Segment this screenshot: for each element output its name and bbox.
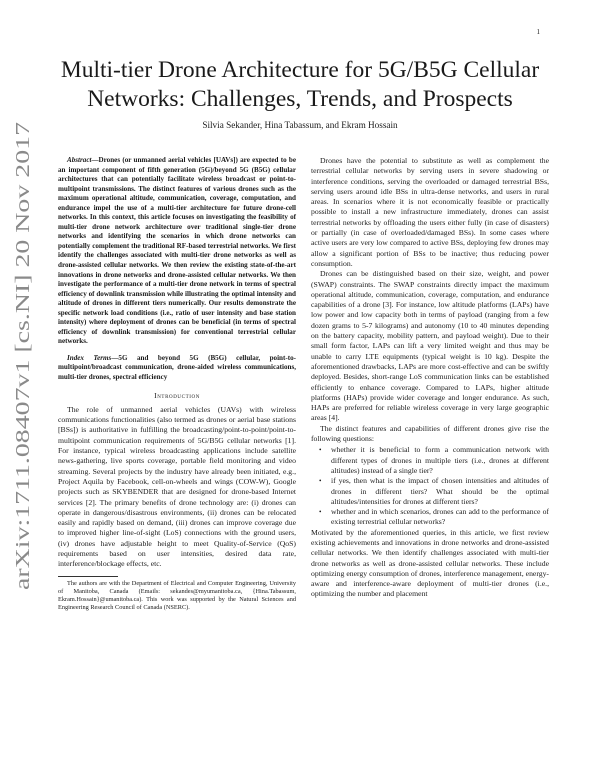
abstract-text: —Drones (or unmanned aerial vehicles [UAVs]) are expected to be an important component of fifth generation (5G)/beyond 5G (B5G) cellular architectures that can potentially facilitate wireless broadcast or point-to-multipoint transmissions. The distinct features of various drones such as the maximum operational altitude, communication, coverage, computation, and endurance impel the use of a multi-tier architecture for future drone-cell networks. In this context, this article focuses on investigating the feasibility of multi-tier drone network architecture over traditional single-tier drone networks and identifying the scenarios in which drone networks can potentially complement the traditional RF-based terrestrial networks. We first identify the challenges associated with multi-tier drone networks as well as drone-assisted cellular networks. We then review the existing state-of-the-art innovations in drone networks and drone-assisted cellular networks. We then investigate the performance of a multi-tier drone network in terms of spectral efficiency of downlink transmission while illustrating the optimal intensity and altitude of drones in different tiers numerically. Our results demonstrate the specific network load conditions (i.e., ratio of user intensity and base station intensity) where deployment of drones can be beneficial (in terms of spectral efficiency of downlink transmission) for conventional terrestrial cellular networks. bbox=[58, 156, 296, 346]
author-footnote: The authors are with the Department of Electrical and Computer Engineering, University of Manitoba, Canada (Emails: sekandes@myumanitoba.ca, {Hina.Tabassum, Ekram.Hossain}@umanitoba.ca). This work was supported by the Natural Sciences and Engineering Research Council of Canada (NSERC). bbox=[58, 579, 296, 612]
body-paragraph-4: Motivated by the aforementioned queries, in this article, we first review existing achievements and innovations in drone networks and drone-assisted cellular networks. We then identify challenges associated with multi-tier drone networks as well as drone-assisted cellular networks. These include optimizing energy consumption of drones, interference management, energy-aware and interference-aware deployment of multi-tier drones (i.e., optimizing the number and placement bbox=[311, 527, 549, 599]
abstract bbox=[58, 156, 296, 347]
question-item: • whether and in which scenarios, drones can add to the performance of existing terrestrial cellular networks? bbox=[319, 507, 549, 527]
question-item: • whether it is beneficial to form a communication network with different types of drones in multiple tiers (i.e., drones at different altitudes) instead of a single tier? bbox=[319, 445, 549, 475]
index-terms-lead: Index Terms bbox=[67, 353, 112, 362]
arxiv-stamp bbox=[8, 120, 36, 590]
paper-title: Multi-tier Drone Architecture for 5G/B5G Cellular Networks: Challenges, Trends, and Prospects bbox=[60, 57, 540, 112]
bullet-icon: • bbox=[319, 508, 322, 517]
section-heading-introduction: Introduction bbox=[154, 390, 200, 400]
bullet-icon: • bbox=[319, 446, 322, 455]
footnote-rule bbox=[58, 576, 118, 577]
bullet-icon: • bbox=[319, 477, 322, 486]
question-item: • if yes, then what is the impact of chosen intensities and altitudes of drones in different tiers? What should be the optimal altitudes/intensities for drones at different tiers? bbox=[319, 476, 549, 506]
left-column bbox=[58, 156, 296, 612]
intro-paragraph: The role of unmanned aerial vehicles (UAVs) with wireless communications functionalities (also termed as drones or aerial base stations [BSs]) is authoritative in fulfilling the broadcasting/point-to-point/point-to-multipoint communication requirements of 5G/B5G cellular networks [1]. For instance, typical wireless broadcasting applications include satellite news-gathering, live sports coverage, portable field monitoring and video streaming. Several projects by the industry have already been initiated, e.g., Project Aquila by Facebook, cell-on-wheels and wings (COW-W), Google projects such as SKYBENDER that are designed for drone-based Internet services [2]. The primary benefits of drone technology are: (i) drones can operate in dangerous/disastrous environments, (ii) drones can be relocated easily and rapidly based on demand, (iii) drones can improve coverage due to improved higher line-of-sight (LoS) connections with the ground users, (iv) drones have adjustable height to meet Quality-of-Service (QoS) requirements based on user intensities, desired data rate, interference/blockage effects, etc. bbox=[58, 404, 296, 569]
body-paragraph-2: Drones can be distinguished based on their size, weight, and power (SWAP) constraints. The SWAP constraints directly impact the maximum operational altitude, communication, coverage, computation, and endurance capabilities of a drone [3]. For instance, low altitude platforms (LAPs) have low power and low capacity both in terms of payload (ranging from a few dozen grams to 5-7 kilograms) and autonomy (10 to 40 minutes depending on the battery capacity, mobility pattern, and payload weight). Due to their small form factor, LAPs can lift a very limited weight and thus may be unable to carry LTE equipments (typical weight is 10 kg). Despite the aforementioned drawbacks, LAPs are more cost-effective and can be swiftly deployed. Besides, short-range LoS communication links can be established efficiently to enhance coverage. Compared to LAPs, higher altitude platforms (HAPs) provide wider coverage and longer endurance. As such, HAPs are preferred for reliable wireless coverage in very large geographic areas [4]. bbox=[311, 269, 549, 423]
body-paragraph-3: The distinct features and capabilities of different drones give rise the following questions: bbox=[311, 423, 549, 444]
question-list bbox=[311, 445, 549, 527]
arxiv-stamp-text: arXiv:1711.08407v1 [cs.NI] 20 Nov 2017 bbox=[13, 262, 34, 590]
page-number: 1 bbox=[536, 28, 540, 36]
right-column bbox=[311, 156, 549, 600]
abstract-lead: Abstract bbox=[67, 156, 92, 164]
author-list: Silvia Sekander, Hina Tabassum, and Ekram Hossain bbox=[202, 120, 398, 130]
index-terms-text: —5G and beyond 5G (B5G) cellular, point-to-multipoint/broadcast communication, drone-aided wireless communications, multi-tier drones, spectral efficiency bbox=[58, 353, 296, 382]
index-terms bbox=[58, 354, 296, 383]
body-paragraph-1: Drones have the potential to substitute as well as complement the terrestrial cellular networks by serving users in severe shadowing or interference conditions, serving the overloaded or damaged terrestrial BSs, serving users around idle BSs in ultra-dense networks, and users in rural areas. In scenarios where it is not economically feasible or practically possible to install a new infrastructure immediately, drones can assist terrestrial networks by offloading the users either fully (in case of disasters) or partially (in case of overloaded/damaged BSs). In some cases where active users are very low compared to active BSs, deploying few drones may allow a significant portion of BSs to be inactive; thus reducing power consumption. bbox=[311, 156, 549, 268]
